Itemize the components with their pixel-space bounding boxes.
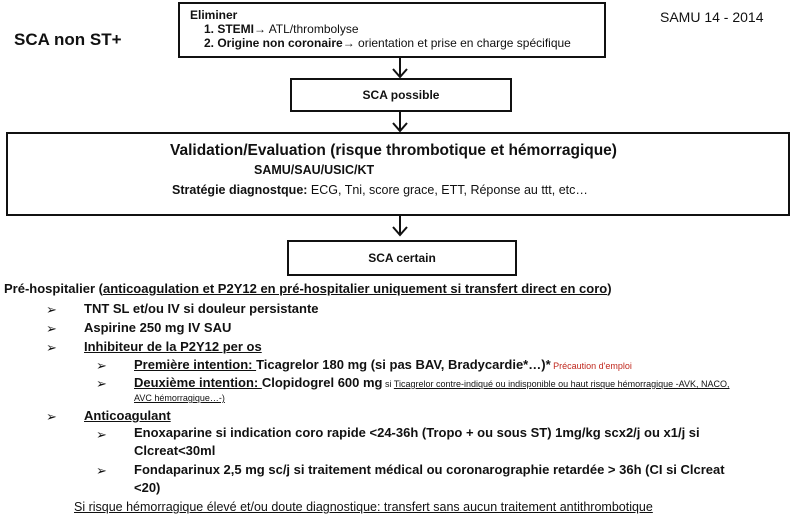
eliminer-item-origine (190, 36, 604, 50)
item-aspirine: Aspirine 250 mg IV SAU (84, 320, 232, 335)
flow-arrow-3 (390, 215, 410, 237)
second-intention-text: Clopidogrel 600 mg (261, 375, 383, 390)
stemi-text: ATL/thrombolyse (266, 22, 359, 36)
first-intention-label: Première intention: (134, 357, 257, 372)
bullet-icon: ➢ (96, 376, 107, 391)
bullet-icon: ➢ (96, 358, 107, 373)
strategy-line (172, 183, 588, 197)
item-anticoagulant: Anticoagulant (84, 408, 171, 423)
first-intention-note: Précaution d'emploi (550, 361, 632, 371)
second-intention-si: si (382, 379, 394, 389)
item-fondaparinux-line1: Fondaparinux 2,5 mg sc/j si traitement médical ou coronarographie retardée > 36h (CI si Clcreat (134, 462, 725, 477)
validation-heading: Validation/Evaluation (risque thrombotique et hémorragique) (170, 142, 617, 159)
flow-arrow-1 (390, 57, 410, 79)
item-p2y12: Inhibiteur de la P2Y12 per os (84, 339, 262, 354)
sca-certain-text: SCA certain (368, 251, 436, 265)
sca-possible-box (290, 78, 512, 112)
stemi-arrow: → (254, 22, 267, 36)
bullet-icon: ➢ (96, 463, 107, 478)
eliminer-heading: Eliminer (190, 8, 238, 22)
bullet-icon: ➢ (46, 409, 57, 424)
bullet-icon: ➢ (46, 302, 57, 317)
strategy-label: Stratégie diagnostque: (172, 183, 308, 197)
origine-text: orientation et prise en charge spécifique (354, 36, 571, 50)
bullet-icon: ➢ (96, 427, 107, 442)
item-enoxaparine-line2: Clcreat<30ml (134, 443, 216, 458)
second-intention-note-1: Ticagrelor contre-indiqué ou indisponible ou haut risque hémorragique -AVK, NACO, (393, 379, 730, 389)
page-title: SCA non ST+ (14, 30, 122, 49)
item-fondaparinux-line2: <20) (134, 480, 161, 495)
item-tnt: TNT SL et/ou IV si douleur persistante (84, 301, 319, 316)
second-intention-label: Deuxième intention: (134, 375, 262, 390)
item-first-intention (134, 357, 632, 372)
prehospital-close: ) (607, 281, 612, 296)
prehospital-label: Pré-hospitalier ( (4, 281, 103, 296)
prehospital-line (4, 281, 612, 296)
second-intention-note-2: AVC hémorragique…-) (134, 393, 225, 403)
eliminer-box (178, 2, 606, 58)
origine-arrow: → (342, 36, 355, 50)
eliminer-item-stemi (190, 22, 604, 36)
bullet-icon: ➢ (46, 321, 57, 336)
item-second-intention (134, 375, 730, 390)
item-enoxaparine-line1: Enoxaparine si indication coro rapide <24-36h (Tropo + ou sous ST) 1mg/kg scx2/j ou x1/j si (134, 425, 700, 440)
source-label: SAMU 14 - 2014 (660, 9, 764, 25)
validation-sub: SAMU/SAU/USIC/KT (254, 163, 375, 177)
bullet-icon: ➢ (46, 340, 57, 355)
origine-label: 2. Origine non coronaire (204, 36, 343, 50)
sca-possible-text: SCA possible (362, 88, 440, 102)
validation-box (6, 132, 790, 216)
prehospital-condition: anticoagulation et P2Y12 en pré-hospitalier uniquement si transfert direct en coro (102, 281, 608, 296)
strategy-text: ECG, Tni, score grace, ETT, Réponse au ttt, etc… (307, 183, 588, 197)
first-intention-text: Ticagrelor 180 mg (si pas BAV, Bradycardie*…)* (256, 357, 551, 372)
footer-note: Si risque hémorragique élevé et/ou doute diagnostique: transfert sans aucun traitement antithrombotique (74, 500, 653, 514)
stemi-label: 1. STEMI (204, 22, 255, 36)
sca-certain-box (287, 240, 517, 276)
flow-arrow-2 (390, 111, 410, 133)
